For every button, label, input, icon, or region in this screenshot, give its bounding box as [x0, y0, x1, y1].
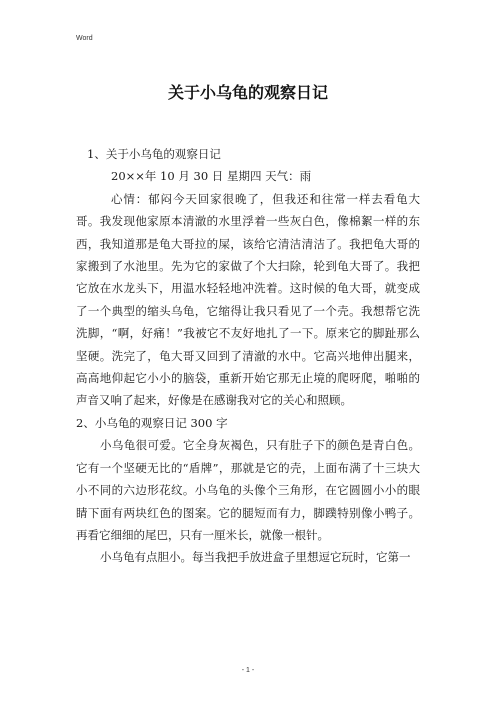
section-1-heading: 1、关于小乌龟的观察日记	[87, 147, 221, 161]
document-body	[76, 143, 420, 569]
section-2-paragraph-1: 小乌龟很可爱。它全身灰褐色，只有肚子下的颜色是青白色。它有一个坚硬无比的“盾牌”，那就是它的壳，上面布满了十三块大小不同的六边形花纹。小乌龟的头像个三角形，在它圆圆小小的眼睛下面有两块红色的图案。它的腿短而有力，脚蹼特别像小鸭子。再看它细细的尾巴，只有一厘米长，就像一根针。	[76, 438, 420, 542]
page-number: - 1 -	[241, 667, 255, 674]
section-1-paragraph: 心情：郁闷今天回家很晚了，但我还和往常一样去看龟大哥。我发现他家原本清澈的水里浮着一些灰白色，像棉絮一样的东西，我知道那是龟大哥拉的屎，该给它清洁清洁了。我把龟大哥的家搬到了水池里。先为它的家做了个大扫除，轮到龟大哥了。我把它放在水龙头下，用温水轻轻地冲洗着。这时候的龟大哥，就变成了一个典型的缩头乌龟，它缩得让我只看见了一个壳。我想帮它洗洗脚，“啊，好痛！”我被它不友好地扎了一下。原来它的脚趾那么坚硬。洗完了，龟大哥又回到了清澈的水中。它高兴地伸出腿来，高高地仰起它小小的脑袋，重新开始它那无止境的爬呀爬，啪啪的声音又响了起来，好像是在感谢我对它的关心和照顾。	[76, 191, 420, 408]
section-2-heading: 2、小乌龟的观察日记 300 字	[76, 415, 228, 430]
header-app-label: Word	[76, 35, 93, 42]
section-1-date-line: 20××年 10 月 30 日 星期四 天气：雨	[111, 169, 312, 184]
section-2-paragraph-2: 小乌龟有点胆小。每当我把手放进盒子里想逗它玩时，它第一	[100, 550, 411, 565]
document-title: 关于小乌龟的观察日记	[167, 83, 328, 102]
